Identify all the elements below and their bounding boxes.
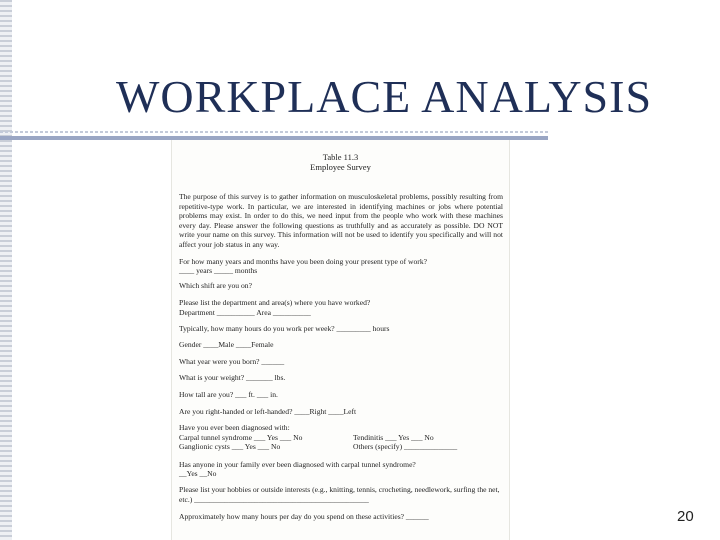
decorative-stripes — [0, 0, 12, 540]
question-family-blank: __Yes __No — [179, 469, 217, 479]
question-hours-text: Typically, how many hours do you work per week? _________ hours — [179, 323, 390, 333]
question-shift-text: Which shift are you on? — [179, 280, 252, 290]
question-height — [179, 390, 503, 400]
question-birth-year-text: What year were you born? ______ — [179, 356, 285, 366]
title-underline-dotted — [0, 131, 548, 133]
diagnosis-ganglionic: Ganglionic cysts ___ Yes ___ No — [179, 442, 281, 452]
question-hobbies — [179, 485, 503, 504]
question-weight-text: What is your weight? _______ lbs. — [179, 373, 286, 383]
question-hobbies-text: Please list your hobbies or outside interests (e.g., knitting, tennis, crocheting, needlework, surfing the net, etc.) ______________________________________________ — [179, 485, 500, 504]
question-diagnosed-text: Have you ever been diagnosed with: — [179, 423, 290, 433]
survey-intro: The purpose of this survey is to gather information on musculoskeletal problems, possibly resulting from repetitive-type work. In particular, we are interested in identifying machines or jobs where potential problems may exist. In order to do this, we need input from the people who work with these machines every day. Please answer the following questions as truthfully and as accurately as possible. DO NOT write your name on this survey. This information will not be used to identify you specifically and will not affect your job status in any way. — [179, 192, 503, 249]
question-gender-text: Gender ____Male ____Female — [179, 340, 274, 350]
diagnosis-others: Others (specify) ______________ — [353, 442, 458, 452]
question-family-text: Has anyone in your family ever been diagnosed with carpal tunnel syndrome? — [179, 459, 416, 469]
diagnosis-carpal: Carpal tunnel syndrome ___ Yes ___ No — [179, 432, 303, 442]
question-department-blank: Department __________ Area __________ — [179, 307, 311, 317]
page-number: 20 — [677, 508, 694, 525]
question-birth-year — [179, 357, 503, 367]
question-family — [179, 460, 503, 479]
diagnosis-tendinitis: Tendinitis ___ Yes ___ No — [353, 432, 434, 442]
question-weight — [179, 373, 503, 383]
question-gender — [179, 340, 503, 350]
question-shift — [179, 281, 503, 291]
question-years — [179, 257, 503, 276]
question-hobby-hours — [179, 512, 503, 522]
question-years-blank: ____ years _____ months — [179, 266, 258, 276]
question-department — [179, 298, 503, 317]
question-hobby-hours-text: Approximately how many hours per day do you spend on these activities? ______ — [179, 512, 429, 522]
question-department-text: Please list the department and area(s) where you have worked? — [179, 298, 371, 308]
question-handedness — [179, 407, 503, 417]
diagnosis-row-2 — [179, 442, 503, 452]
slide-title: WORKPLACE ANALYSIS — [116, 71, 653, 122]
question-handedness-text: Are you right-handed or left-handed? ____Right ____Left — [179, 406, 357, 416]
scanned-survey-image — [172, 140, 509, 540]
table-title: Employee Survey — [310, 162, 371, 172]
survey-body — [172, 192, 509, 522]
question-height-text: How tall are you? ___ ft. ___ in. — [179, 389, 278, 399]
survey-header — [172, 152, 509, 172]
question-hours — [179, 324, 503, 334]
table-label: Table 11.3 — [322, 152, 359, 162]
diagnosis-row-1 — [179, 433, 503, 443]
question-diagnosed — [179, 423, 503, 452]
question-years-text: For how many years and months have you been doing your present type of work? — [179, 256, 428, 266]
